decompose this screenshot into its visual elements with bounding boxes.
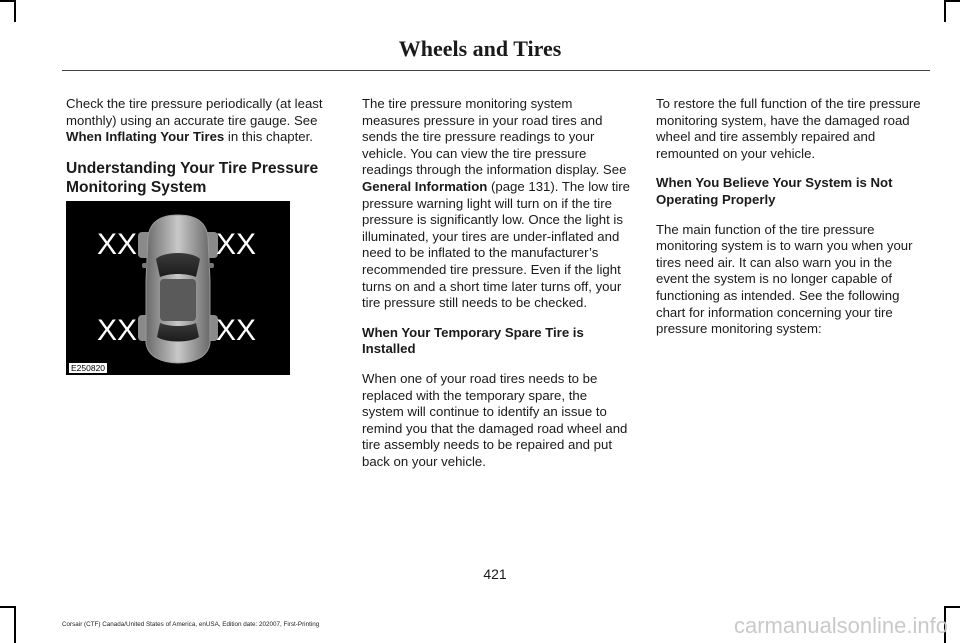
watermark: carmanualsonline.info — [733, 613, 948, 638]
tire-pressure-display-figure — [66, 201, 290, 375]
inflating-tires-link[interactable]: When Inflating Your Tires — [66, 129, 225, 145]
header-divider — [62, 70, 930, 71]
tire-check-paragraph — [66, 96, 334, 146]
rear-right-pressure-label: XX — [216, 314, 257, 347]
text-run: in this chapter. — [224, 129, 313, 145]
crop-mark-top-left-vertical — [14, 0, 16, 22]
text-run: The tire pressure monitoring system measures pressure in your road tires and sends the tire pressure readings to your vehicle. You can view the tire pressure readings through the information display. See — [362, 96, 627, 178]
column-3 — [656, 96, 924, 351]
general-information-link[interactable]: General Information — [362, 178, 488, 194]
edition-footer: Corsair (CTF) Canada/United States of America, enUSA, Edition date: 202007, First-Printing — [62, 621, 320, 628]
tpms-description-paragraph — [362, 96, 630, 312]
page-header-title: Wheels and Tires — [398, 36, 562, 61]
text-run: Check the tire pressure periodically (at least monthly) using an accurate tire gauge. See — [66, 96, 323, 128]
car-top-view-icon — [66, 201, 290, 375]
main-function-paragraph: The main function of the tire pressure monitoring system is to warn you when your tires need air. It can also warn you in the event the system is no longer capable of functioning as intended. See the following chart for information concerning your tire pressure monitoring system: — [656, 221, 913, 337]
text-run: (page 131). The low tire pressure warning light will turn on if the tire pressure is significantly low. Once the light is illuminated, your tires are under-inflated and need to be inflated to the manufacturer’s recommended tire pressure. Even if the light turns on and a short time later turns off, your tire pressure still needs to be checked. — [362, 178, 631, 311]
column-2 — [362, 96, 630, 483]
section-heading-system-not-operating: When You Believe Your System is Not Operating Properly — [656, 175, 893, 207]
crop-mark-bottom-right-horizontal — [944, 606, 960, 608]
restore-function-paragraph: To restore the full function of the tire pressure monitoring system, have the damaged road wheel and tire assembly repaired and remounted on your vehicle. — [656, 96, 921, 161]
section-heading-temporary-spare: When Your Temporary Spare Tire is Installed — [362, 324, 584, 357]
front-left-pressure-label: XX — [97, 228, 138, 261]
crop-mark-top-right-vertical — [944, 0, 946, 22]
section-heading-understanding-tpms: Understanding Your Tire Pressure Monitoring System — [66, 159, 319, 196]
column-1 — [66, 96, 334, 210]
page-number: 421 — [483, 566, 507, 582]
temporary-spare-paragraph: When one of your road tires needs to be replaced with the temporary spare, the system will continue to identify an issue to remind you that the damaged road wheel and tire assembly needs to be repaired and put back on your vehicle. — [362, 370, 628, 469]
rear-left-pressure-label: XX — [97, 314, 138, 347]
figure-code: E250820 — [71, 363, 106, 373]
crop-mark-top-right — [944, 0, 960, 2]
crop-mark-bottom-left-horizontal — [0, 606, 16, 608]
crop-mark-bottom-left — [14, 608, 16, 643]
front-right-pressure-label: XX — [216, 228, 257, 261]
